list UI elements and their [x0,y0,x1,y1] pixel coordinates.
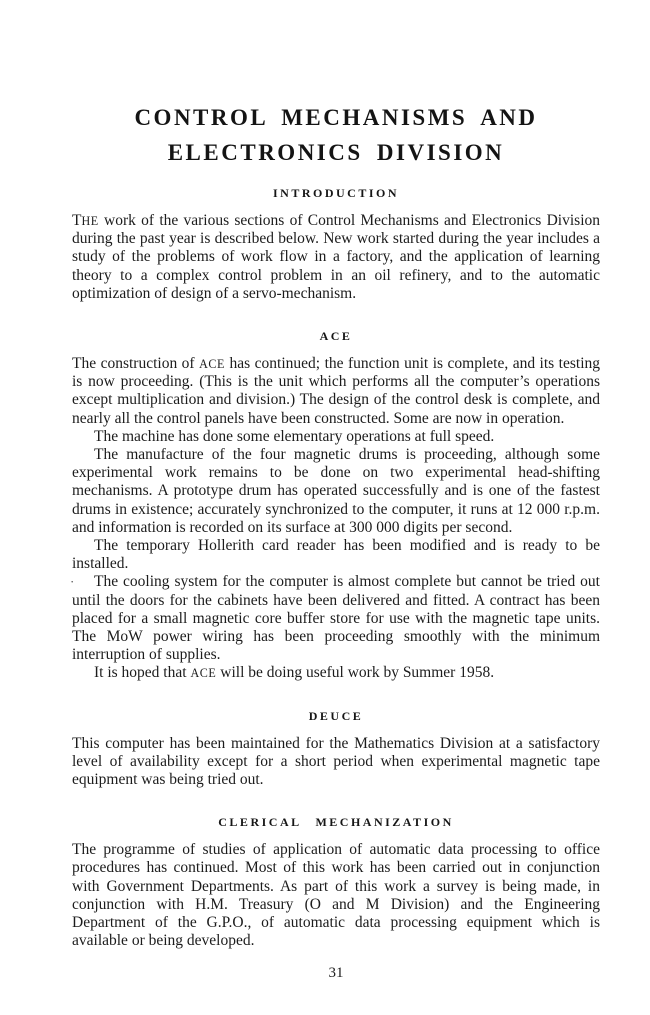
text-run: has continued; the function unit is complete, and its testing is now proceeding. (This is the unit which performs all the computer’s operations except multiplication and division.) The design of the control desk is complete, and nearly all the control panels have been constructed. Some are now in operation. [72,355,601,427]
paragraph [72,212,600,303]
section [72,709,600,790]
section [72,329,600,683]
sections [72,186,600,951]
paragraph [72,446,600,537]
section [72,815,600,950]
smallcaps-text: ACE [190,666,217,681]
section [72,186,600,303]
text-run: It is hoped that [94,664,191,682]
text-run: The cooling system for the computer is almost complete but cannot be tried out until the doors for the cabinets have been delivered and fitted. A contract has been placed for a small magnetic core buffer store for use with the magnetic tape units. The MoW power wiring has been proceeding smoothly with the minimum interruption of supplies. [72,573,600,664]
paragraph [72,537,600,573]
section-heading: CLERICAL MECHANIZATION [218,815,454,830]
text-run: work of the various sections of Control Mechanisms and Electronics Division during the past year is described below. New work started during the year includes a study of the problems of work flow in a factory, and the application of learning theory to a complex control problem in an oil refinery, and to the automatic optimization of design of a servo-mechanism. [72,212,600,302]
margin-dot: · [70,574,75,590]
section-heading: INTRODUCTION [272,186,399,200]
document-title-line2: ELECTRONICS DIVISION [167,140,505,165]
paragraph [72,664,600,682]
paragraph [72,355,600,428]
text-run: This computer has been maintained for the Mathematics Division at a satisfactory level of availability except for a short period when experimental magnetic tape equipment was being tried out. [72,734,600,789]
text-run: T [72,212,82,229]
smallcaps-text: ACE [199,357,226,372]
text-run: The temporary Hollerith card reader has been modified and is ready to be installed. [72,537,600,573]
text-column [72,0,600,982]
paragraph [72,735,600,790]
paragraph [72,573,600,664]
text-run: The programme of studies of application of automatic data processing to office procedures has continued. Most of this work has been carried out in conjunction with Government Departments. As part of this work a survey is being made, in conjunction with H.M. Treasury (O and M Division) and the Engineering Department of the G.P.O., of automatic data processing equipment which is available or being developed. [72,841,600,950]
document-title-line1: CONTROL MECHANISMS AND [134,105,538,130]
text-run: will be doing useful work by Summer 1958. [216,664,495,682]
smallcaps-text: HE [81,214,99,228]
text-run: The machine has done some elementary operations at full speed. [94,427,495,445]
page-number: 31 [328,964,344,981]
document-title [72,100,600,170]
section-heading: ACE [319,329,353,344]
text-run: The manufacture of the four magnetic drums is proceeding, although some experimental work remains to be done on two experimental head-shifting mechanisms. A prototype drum has operated successfully and is one of the fastest drums in existence; accurately synchronized to the computer, it runs at 12 000 r.p.m. and information is recorded on its surface at 300 000 digits per second. [72,446,600,536]
paragraph [72,428,600,446]
text-run: The construction of [72,355,200,373]
section-heading: DEUCE [308,708,364,723]
paragraph [72,841,600,950]
